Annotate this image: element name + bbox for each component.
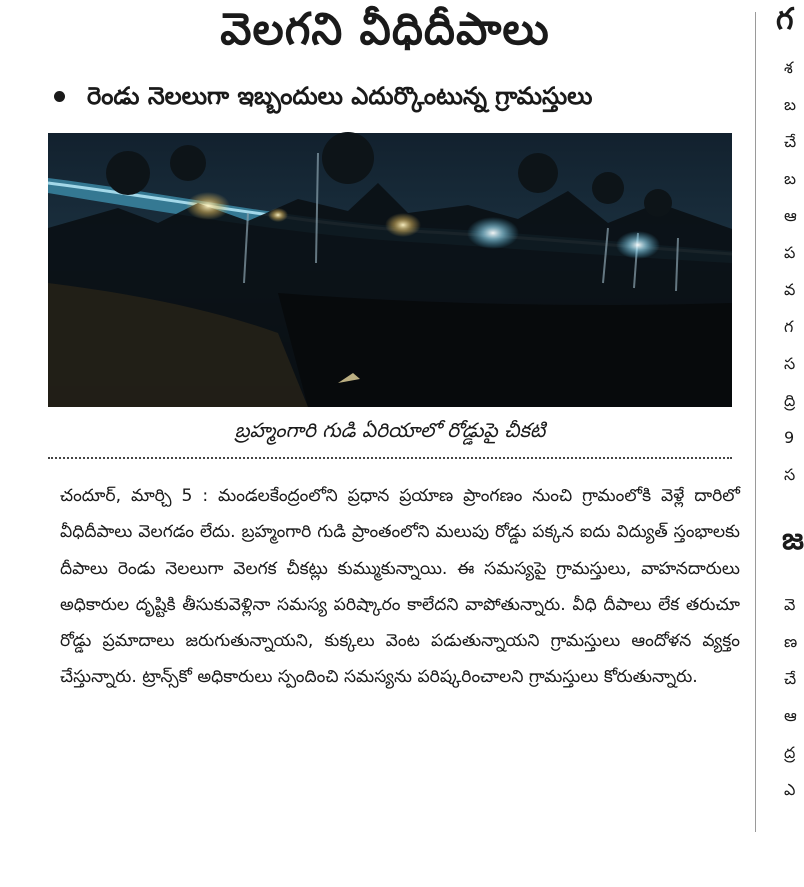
- bullet-icon: [54, 91, 65, 102]
- subheadline: [46, 74, 736, 118]
- adjacent-text-fragment: శ: [784, 58, 793, 77]
- caption-divider: [48, 457, 732, 459]
- adjacent-text-fragment: గ: [784, 317, 794, 336]
- adjacent-text-fragment: స: [784, 354, 796, 373]
- adjacent-text-fragment: ణ: [784, 632, 798, 651]
- adjacent-text-fragment: బ: [784, 95, 797, 114]
- adjacent-text-fragment: ఆ: [784, 706, 797, 725]
- adjacent-text-fragment: వ: [784, 280, 796, 299]
- adjacent-text-fragment: 9: [784, 428, 795, 447]
- adjacent-text-fragment: ద్రి: [784, 391, 796, 410]
- adjacent-text-fragment: ఆ: [784, 206, 797, 225]
- subheadline-text: రెండు నెలలుగా ఇబ్బందులు ఎదుర్కొంటున్న గ్రామస్తులు: [87, 82, 593, 110]
- article-body: చందూర్, మార్చి 5 : మండలకేంద్రంలోని ప్రధాన ప్రయాణ ప్రాంగణం నుంచి గ్రామంలోకి వెళ్లే దారిలో వీధిదీపాలు వెలగడం లేదు. బ్రహ్మంగారి గుడి ప్రాంతంలోని మలుపు రోడ్డు పక్కన ఐదు విద్యుత్ స్తంభాలకు దీపాలు రెండు నెలలుగా వెలగక చీకట్లు కుమ్ముకున్నాయి. ఈ సమస్యపై గ్రామస్తులు, వాహనదారులు అధికారుల దృష్టికి తీసుకువెళ్లినా సమస్య పరిష్కారం కాలేదని వాపోతున్నారు. వీధి దీపాలు లేక తరుచూ రోడ్డు ప్రమాదాలు జరుగుతున్నాయని, కుక్కలు వెంట పడుతున్నాయని గ్రామస్తులు ఆందోళన వ్యక్తం చేస్తున్నారు. ట్రాన్స్‌కో అధికారులు స్పందించి సమస్యను పరిష్కరించాలని గ్రామస్తులు కోరుతున్నారు.: [60, 486, 740, 688]
- adjacent-headline-fragment: జ: [782, 522, 804, 557]
- column-divider: [755, 12, 756, 832]
- adjacent-headline-fragment: గ: [776, 2, 794, 37]
- adjacent-text-fragment: స: [784, 465, 796, 484]
- adjacent-text-fragment: ద్ర: [784, 743, 796, 762]
- adjacent-text-fragment: ఎ: [784, 780, 796, 799]
- adjacent-text-fragment: బ: [784, 169, 797, 188]
- news-photo: [48, 133, 732, 407]
- night-road-photo: [48, 133, 732, 407]
- adjacent-text-fragment: చే: [784, 669, 797, 688]
- headline: వెలగని వీధిదీపాలు: [220, 4, 550, 55]
- adjacent-text-fragment: చే: [784, 132, 797, 151]
- adjacent-article-fragment: [770, 0, 804, 887]
- photo-caption: బ్రహ్మంగారి గుడి ఏరియాలో రోడ్డుపై చీకటి: [234, 418, 546, 442]
- adjacent-text-fragment: వె: [784, 595, 796, 614]
- adjacent-text-fragment: ప: [784, 243, 796, 262]
